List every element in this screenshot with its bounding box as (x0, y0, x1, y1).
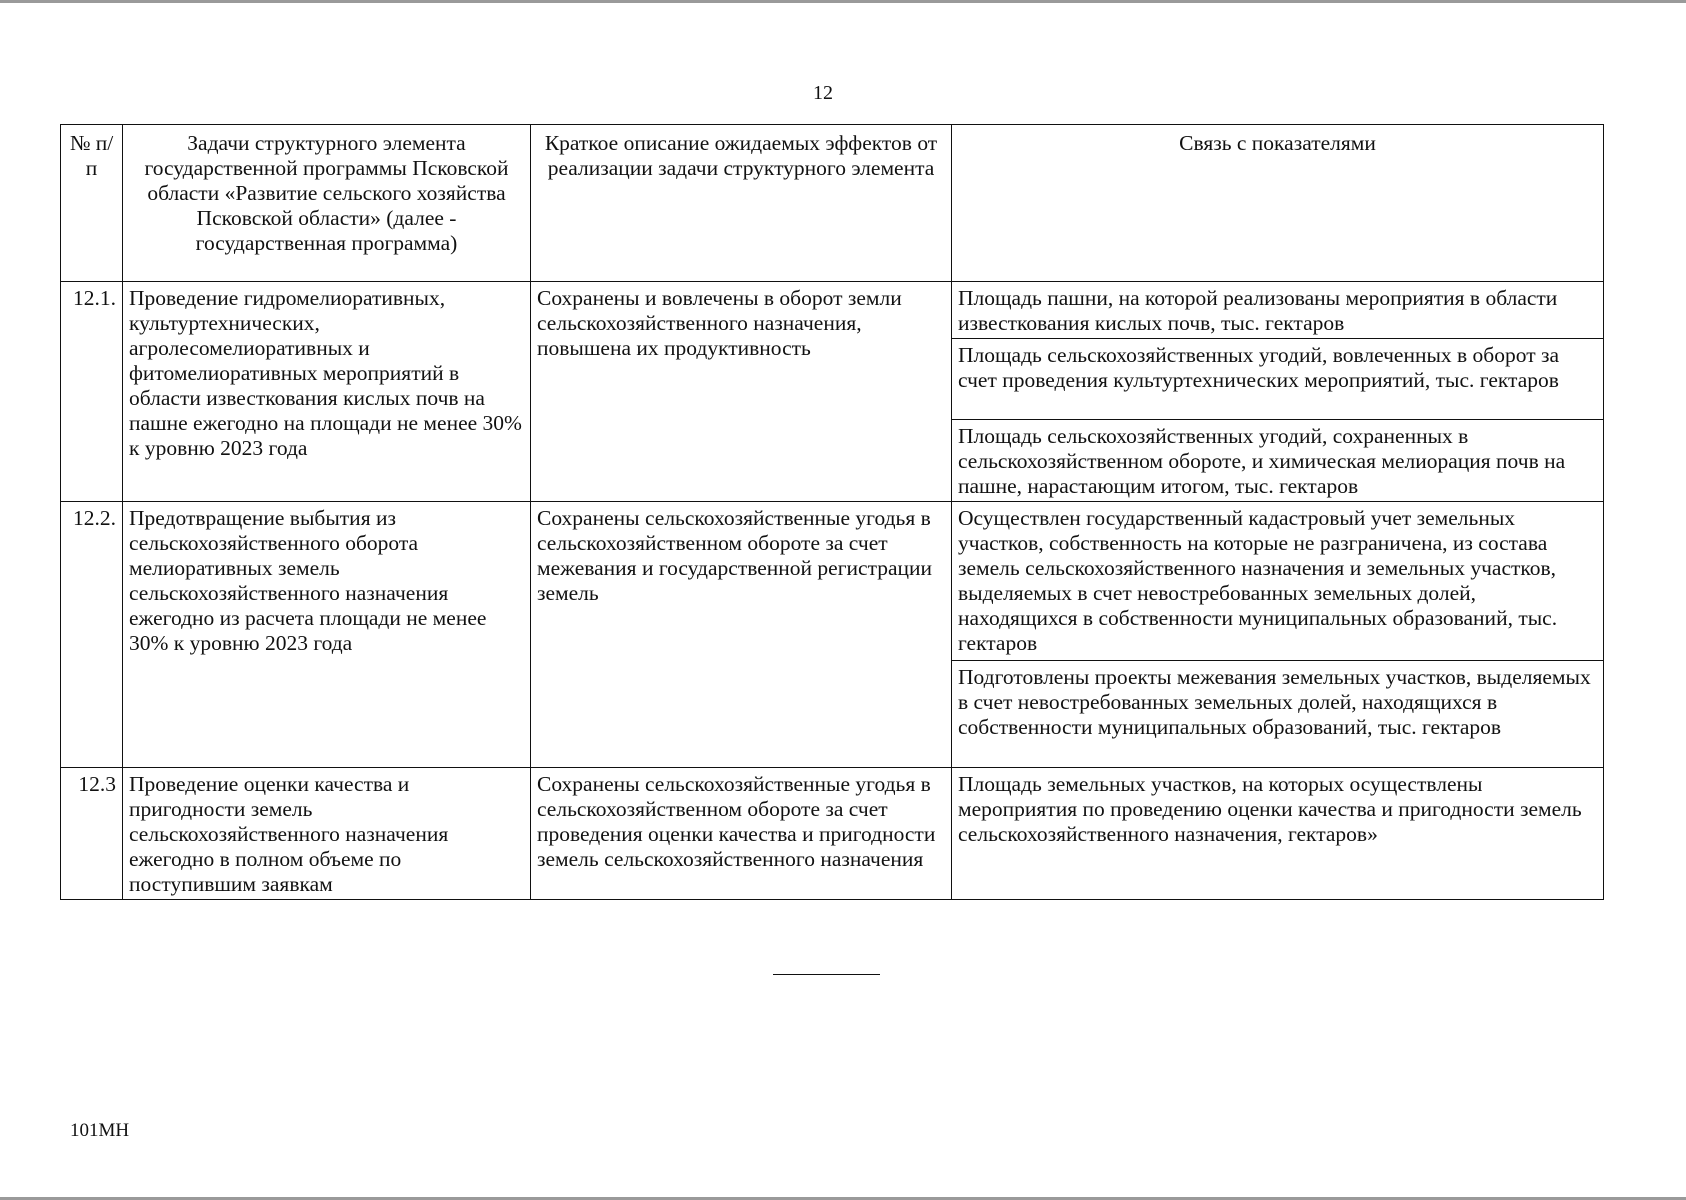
footer-rule (773, 974, 880, 975)
row-number: 12.1. (61, 282, 123, 502)
row-effect: Сохранены сельскохозяйственные угодья в сельскохозяйственном обороте за счет межевания и государственной регистрации земель (531, 502, 952, 768)
scan-edge-top (0, 0, 1686, 3)
header-task: Задачи структурного элемента государственной программы Псковской области «Развитие сельского хозяйства Псковской области» (далее - государственная программа) (123, 125, 531, 282)
tasks-table (60, 124, 1604, 900)
row-indicator: Площадь сельскохозяйственных угодий, вовлеченных в оборот за счет проведения культуртехнических мероприятий, тыс. гектаров (952, 339, 1604, 420)
table-row (61, 282, 1604, 339)
row-indicator: Площадь земельных участков, на которых осуществлены мероприятия по проведению оценки качества и пригодности земель сельскохозяйственного назначения, гектаров» (952, 768, 1604, 900)
row-indicator: Площадь сельскохозяйственных угодий, сохраненных в сельскохозяйственном обороте, и химическая мелиорация почв на пашне, нарастающим итогом, тыс. гектаров (952, 420, 1604, 502)
row-indicator: Подготовлены проекты межевания земельных участков, выделяемых в счет невостребованных земельных долей, находящихся в собственности муниципальных образований, тыс. гектаров (952, 661, 1604, 768)
table-row (61, 768, 1604, 900)
row-indicator: Осуществлен государственный кадастровый учет земельных участков, собственность на которые не разграничена, из состава земель сельскохозяйственного назначения и земельных участков, выделяемых в счет невостребованных земельных долей, находящихся в собственности муниципальных образований, тыс. гектаров (952, 502, 1604, 661)
table-row (61, 502, 1604, 661)
row-number: 12.3 (61, 768, 123, 900)
header-indicators: Связь с показателями (952, 125, 1604, 282)
footer-code: 101МН (70, 1120, 130, 1141)
row-effect: Сохранены и вовлечены в оборот земли сельскохозяйственного назначения, повышена их продуктивность (531, 282, 952, 502)
table-header-row (61, 125, 1604, 282)
header-number: № п/п (61, 125, 123, 282)
row-task: Проведение оценки качества и пригодности земель сельскохозяйственного назначения ежегодно в полном объеме по поступившим заявкам (123, 768, 531, 900)
row-effect: Сохранены сельскохозяйственные угодья в сельскохозяйственном обороте за счет проведения оценки качества и пригодности земель сельскохозяйственного назначения (531, 768, 952, 900)
row-indicator: Площадь пашни, на которой реализованы мероприятия в области известкования кислых почв, тыс. гектаров (952, 282, 1604, 339)
row-task: Предотвращение выбытия из сельскохозяйственного оборота мелиоративных земель сельскохозяйственного назначения ежегодно из расчета площади не менее 30% к уровню 2023 года (123, 502, 531, 768)
row-number: 12.2. (61, 502, 123, 768)
page-number: 12 (813, 82, 833, 104)
header-effect: Краткое описание ожидаемых эффектов от реализации задачи структурного элемента (531, 125, 952, 282)
row-task: Проведение гидромелиоративных, культуртехнических, агролесомелиоративных и фитомелиоративных мероприятий в области известкования кислых почв на пашне ежегодно на площади не менее 30% к уровню 2023 года (123, 282, 531, 502)
